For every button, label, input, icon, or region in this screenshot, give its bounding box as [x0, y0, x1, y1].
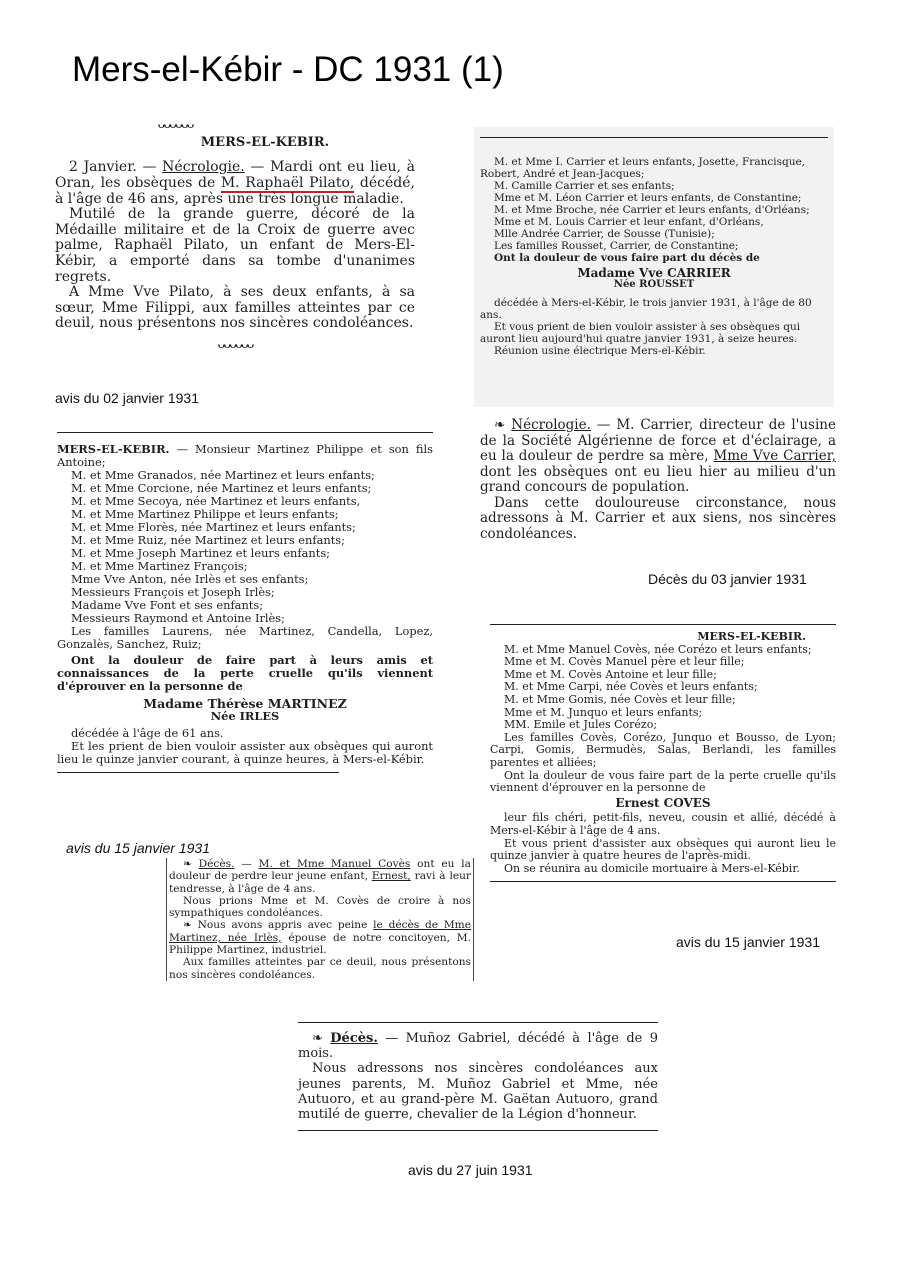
text-part: Nous avons appris avec peine	[197, 919, 374, 932]
deceased-name: Madame Thérèse MARTINEZ	[143, 696, 347, 711]
family-line: Mlle Andrée Carrier, de Sousse (Tunisie);	[494, 228, 715, 240]
family-line: Mme Vve Anton, née Irlès et ses enfants;	[71, 572, 309, 586]
paragraph: Nous prions Mme et M. Covès de croire à nos sympathiques condoléances.	[169, 894, 471, 920]
family-line: M. et Mme Corcione, née Martinez et leurs enfants;	[71, 481, 372, 495]
dash: —	[136, 159, 163, 176]
text-part: — Monsieur Martinez Philippe et son fils Antoine;	[57, 442, 433, 469]
announcement-line: Ont la douleur de faire part à leurs amis et connaissances de la perte cruelle qu'ils viennent d'éprouver en la personne de	[57, 653, 433, 693]
highlighted-name: le décès de Mme Martinez, née Irlès,	[169, 919, 472, 944]
text-part: ont eu la douleur de perdre leur jeune enfant,	[169, 858, 471, 883]
ornament-bottom: ᴗᴗᴗᴗᴗᴗ	[217, 336, 253, 352]
death-notice: leur fils chéri, petit-fils, neveu, cousin et allié, décédé à Mers-el-Kébir à l'âge de 4 ans.	[490, 811, 836, 837]
divider	[298, 1022, 658, 1023]
family-line: Madame Vve Font et ses enfants;	[71, 598, 264, 612]
deces-label: Décès.	[330, 1031, 378, 1046]
paragraph	[169, 919, 471, 956]
divider	[57, 432, 433, 433]
paragraph: Mutilé de la grande guerre, décoré de la Médaille militaire et de la Croix de guerre avec palme, Raphaël Pilato, un enfant de Mers-El-Kébir, a emporté dans sa tombe d'unanimes regrets.	[55, 206, 415, 285]
family-line: Les familles Laurens, née Martinez, Candella, Lopez, Gonzalès, Sanchez, Ruiz;	[57, 624, 433, 651]
family-line: M. et Mme Joseph Martinez et leurs enfants;	[71, 546, 330, 560]
funeral-notice: Et vous prient de bien vouloir assister à ses obsèques qui auront lieu aujourd'hui quatre janvier 1931, à seize heures.	[480, 321, 801, 345]
death-notice: décédée à Mers-el-Kébir, le trois janvier 1931, à l'âge de 80 ans.	[480, 297, 812, 321]
funeral-notice: Et vous prient d'assister aux obsèques qui auront lieu le quinze janvier à quatre heures de l'après-midi.	[490, 836, 836, 863]
reunion-notice: Réunion usine électrique Mers-el-Kébir.	[494, 345, 706, 357]
text-part: décédé, à l'âge de 46 ans, après une très longue maladie.	[55, 175, 415, 207]
family-line: Les familles Rousset, Carrier, de Constantine;	[494, 240, 739, 252]
paragraph	[169, 858, 471, 895]
family-line: M. et Mme Martinez Philippe et leurs enfants;	[71, 507, 339, 521]
date-text: 2 Janvier.	[69, 159, 137, 176]
family-line: M. et Mme Broche, née Carrier et leurs enfants, d'Orléans;	[494, 204, 810, 216]
clipping-martinez-fairepart	[57, 432, 433, 773]
paragraph: Aux familles atteintes par ce deuil, nous présentons nos sincères condoléances.	[169, 956, 471, 981]
family-list	[57, 443, 433, 766]
maiden-name: Née IRLES	[210, 709, 280, 723]
funeral-notice: Et les prient de bien vouloir assister aux obsèques qui auront lieu le quinze janvier courant, à quinze heures, à Mers-el-Kébir.	[57, 739, 433, 766]
highlighted-name: M. Raphaël Pilato,	[220, 175, 355, 191]
fleuron-icon: ❧	[312, 1031, 331, 1046]
family-line: MM. Emile et Jules Corézo;	[504, 718, 658, 732]
text-part: ravi à leur tendresse, à l'âge de 4 ans.	[169, 870, 471, 895]
clipping-carrier-fairepart	[474, 127, 834, 407]
clipping-deces-munoz	[298, 1022, 658, 1131]
divider	[490, 881, 836, 882]
caption-clip3: Décès du 03 janvier 1931	[648, 571, 807, 587]
caption-clip4: avis du 15 janvier 1931	[66, 840, 210, 856]
family-line: Messieurs François et Joseph Irlès;	[71, 585, 275, 599]
fleuron-icon: ❧	[183, 858, 199, 870]
highlighted-name: M. et Mme Manuel Covès	[258, 858, 411, 870]
family-line: Ont la douleur de vous faire part du décès de	[494, 252, 760, 264]
text-part: épouse de notre concitoyen, M. Philippe Martinez, industriel.	[169, 931, 471, 957]
fleuron-icon: ❧	[183, 919, 198, 932]
text-part: — M. Carrier, directeur de l'usine de la Société Algérienne de force et d'éclairage, a eu la douleur de perdre sa mère,	[480, 417, 836, 464]
clipping-heading: MERS-EL-KEBIR.	[200, 135, 330, 151]
page-title: Mers-el-Kébir - DC 1931 (1)	[72, 50, 504, 89]
divider	[298, 1130, 658, 1131]
family-line: M. et Mme Granados, née Martinez et leurs enfants;	[71, 468, 375, 482]
clipping-pilato	[55, 118, 415, 352]
paragraph	[55, 160, 415, 207]
family-line: Les familles Covès, Corézo, Junquo et Bousso, de Lyon; Carpi, Gomis, Bermudès, Salas, Berlandi, les familles parentes et alliées;	[490, 730, 836, 769]
announcement-line: Ont la douleur de vous faire part de la perte cruelle qu'ils viennent d'éprouver en la personne de	[490, 768, 836, 795]
text-part: — Muñoz Gabriel, décédé à l'âge de 9 mois.	[298, 1031, 658, 1062]
fleuron-icon: ❧	[494, 417, 512, 433]
family-line: M. et Mme Martinez François;	[71, 559, 248, 573]
paragraph	[298, 1031, 658, 1061]
family-line: M. et Mme Carpi, née Covès et leurs enfants;	[504, 680, 758, 694]
family-line: M. et Mme Gomis, née Covès et leur fille;	[504, 692, 736, 706]
family-line: Mme et M. Covès Manuel père et leur fille;	[504, 655, 745, 669]
family-line: M. et Mme I. Carrier et leurs enfants, Josette, Francisque, Robert, André et Jean-Jacques;	[480, 156, 806, 180]
reunion-notice: On se réunira au domicile mortuaire à Mers-el-Kébir.	[504, 861, 800, 875]
family-line: Mme et M. Junquo et leurs enfants;	[504, 705, 703, 719]
clipping-coves-fairepart	[490, 624, 836, 882]
family-line: M. et Mme Manuel Covès, née Corézo et leurs enfants;	[504, 642, 812, 656]
caption-clip1: avis du 02 janvier 1931	[55, 390, 199, 406]
family-line: Mme et M. Louis Carrier et leur enfant, d'Orléans,	[494, 216, 764, 228]
necrologie-label: Nécrologie.	[162, 159, 245, 176]
necrologie-label: Nécrologie.	[511, 417, 591, 433]
family-list	[480, 156, 828, 357]
deceased-name: Madame Vve CARRIER	[577, 266, 731, 280]
caption-clip7: avis du 27 juin 1931	[408, 1162, 533, 1178]
highlighted-name: Mme Vve Carrier,	[713, 448, 836, 464]
divider	[57, 772, 339, 773]
deceased-name: Ernest COVES	[615, 795, 711, 810]
clipping-deces-coves-martinez	[166, 858, 474, 981]
paragraph: Dans cette douloureuse circonstance, nous adressons à M. Carrier et aux siens, nos sincères condoléances.	[480, 494, 836, 542]
family-line: M. Camille Carrier et ses enfants;	[494, 180, 675, 192]
family-line: M. et Mme Secoya, née Martinez et leurs enfants,	[71, 494, 361, 508]
paragraph	[480, 418, 836, 496]
text-part: —	[234, 858, 259, 870]
paragraph: Nous adressons nos sincères condoléances aux jeunes parents, M. Muñoz Gabriel et Mme, née Autuoro, et au grand-père M. Gaëtan Autuoro, grand mutilé de guerre, chevalier de la Légion d'honneur.	[298, 1061, 658, 1123]
clipping-heading: MERS-EL-KEBIR.	[57, 442, 170, 456]
deces-label: Décès.	[198, 858, 235, 870]
family-line: M. et Mme Ruiz, née Martinez et leurs enfants;	[71, 533, 345, 547]
highlighted-name: Ernest,	[371, 870, 411, 883]
text-part: dont les obsèques ont eu lieu hier au milieu d'un grand concours de population.	[480, 463, 836, 495]
clipping-heading: MERS-EL-KEBIR.	[697, 630, 806, 643]
family-line: Messieurs Raymond et Antoine Irlès;	[71, 611, 285, 625]
clipping-carrier-necrologie	[480, 418, 836, 542]
death-notice: décédée à l'âge de 61 ans.	[71, 726, 224, 740]
divider	[480, 137, 828, 138]
maiden-name: Née ROUSSET	[613, 279, 695, 290]
intro-line	[57, 443, 433, 469]
caption-clip6: avis du 15 janvier 1931	[676, 934, 820, 950]
family-line: Mme et M. Covès Antoine et leur fille;	[504, 667, 717, 681]
text-part: — Mardi ont eu lieu, à Oran, les obsèques de	[55, 159, 415, 191]
paragraph: A Mme Vve Pilato, à ses deux enfants, à sa sœur, Mme Filippi, aux familles atteintes par ce deuil, nous présentons nos sincères condoléances.	[55, 284, 415, 332]
family-line: Mme et M. Léon Carrier et leurs enfants, de Constantine;	[494, 192, 802, 204]
divider	[490, 624, 836, 625]
ornament-top: ᴗᴗᴗᴗᴗᴗ	[157, 117, 193, 132]
family-line: M. et Mme Florès, née Martinez et leurs enfants;	[71, 520, 356, 534]
